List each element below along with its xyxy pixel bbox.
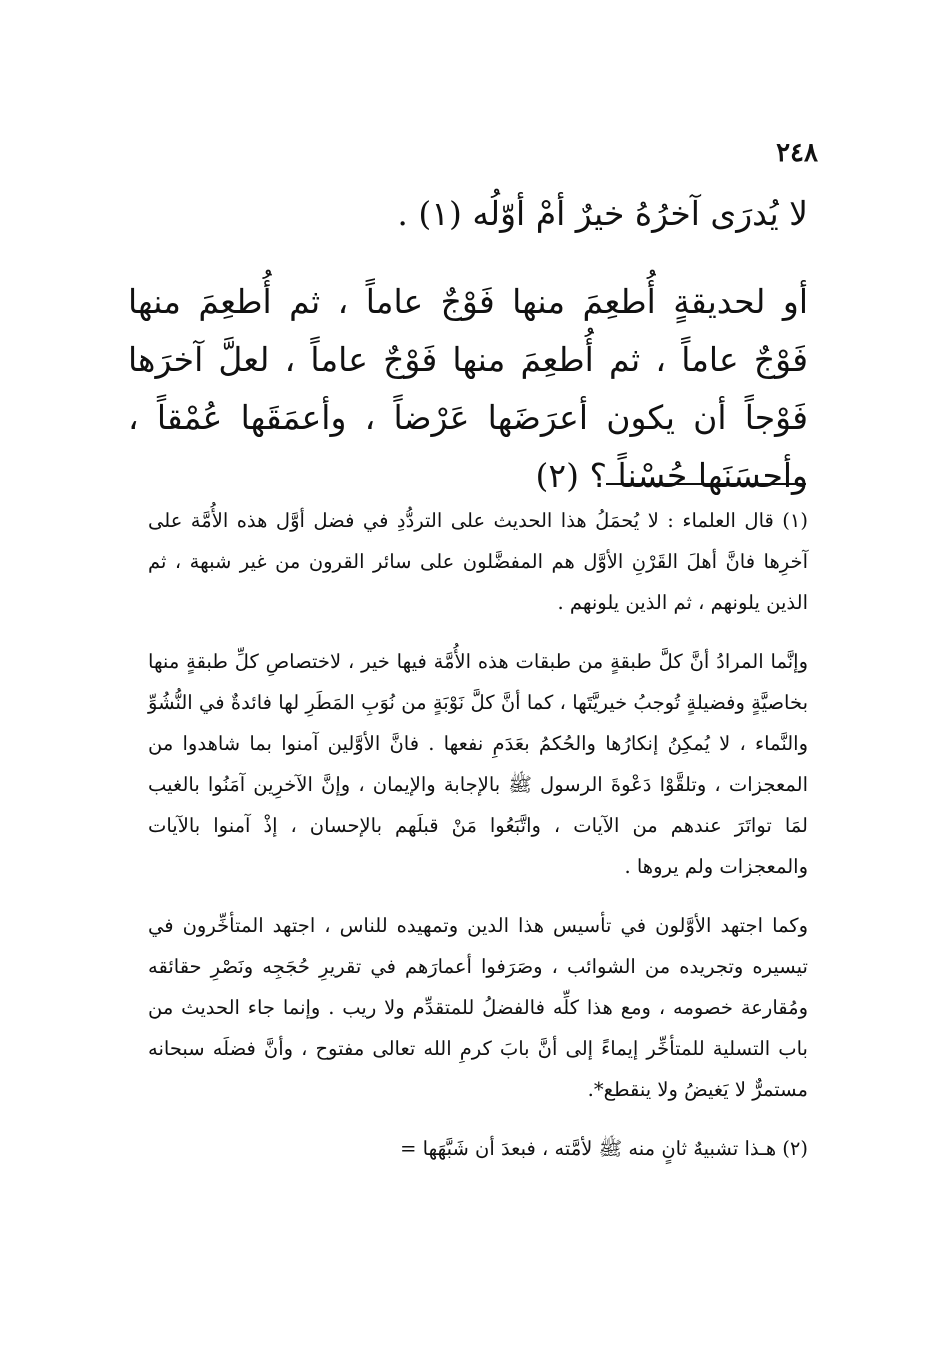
footnote-paragraph: وكما اجتهد الأوَّلون في تأسيس هذا الدين وتمهيده للناس ، اجتهد المتأخِّرون في تيسيره وتجريده من الشوائب ، وصَرَفوا أعمارَهم في تقريرِ حُجَجِه ونَصْرِ حقائقه ومُقارعة خصومه ، ومع هذا كلِّه فالفضلُ للمتقدِّم ولا ريب . وإنما جاء الحديث من باب التسلية للمتأخِّر إيماءً إلى أنَّ بابَ كرمِ الله تعالى مفتوح ، وأنَّ فضلَه سبحانه مستمرٌّ لا يَغيضُ ولا ينقطع*. xyxy=(148,914,808,1101)
main-paragraph: أو لحديقةٍ أُطعِمَ منها فَوْجٌ عاماً ، ثم أُطعِمَ منها فَوْجٌ عاماً ، ثم أُطعِمَ منها فَوْجٌ عاماً ، لعلَّ آخرَها فَوْجاً أن يكون أعرَضَها عَرْضاً ، وأعمَقَها عُمْقاً ، وأحسَنَها حُسْناً ؟ (٢) xyxy=(128,282,808,495)
main-paragraph: لا يُدرَى آخرُهُ خيرٌ أمْ أوّلُه (١) . xyxy=(397,194,808,233)
footnotes xyxy=(148,500,808,1169)
footnote-divider xyxy=(606,483,806,485)
footnote-paragraph: (٢) هـذا تشبيهٌ ثانٍ منه ﷺ لأمَّته ، فبعدَ أن شَبَّهَها = xyxy=(400,1137,808,1160)
footnote-paragraph: وإنَّما المرادُ أنَّ كلَّ طبقةٍ من طبقات هذه الأُمَّة فيها خير ، لاختصاصِ كلِّ طبقةٍ منها بخاصيَّةٍ وفضيلةٍ تُوجبُ خيريَّتَها ، كما أنَّ كلَّ نَوْبَةٍ من نُوَبِ المَطَرِ لها فائدةٌ في النُّشُوِّ والنَّماء ، لا يُمكِنُ إنكارُها والحُكمُ بعَدَمِ نفعها . فانَّ الأوَّلين آمنوا بما شاهدوا من المعجزات ، وتلقَّوْا دَعْوةَ الرسول ﷺ بالإجابة والإيمان ، وإنَّ الآخرِين آمَنُوا بالغيب لمَا تواتَرَ عندهم من الآيات ، واتَّبَعُوا مَنْ قبلَهم بالإحسان ، إذْ آمنوا بالآيات والمعجزات ولم يروها . xyxy=(148,650,808,878)
footnote-paragraph: (١) قال العلماء : لا يُحمَلُ هذا الحديث على التردُّدِ في فضل أوَّل هذه الأُمَّة على آخرِها فانَّ أهلَ القَرْنِ الأوَّل هم المفضَّلون على سائر القرون من غير شبهة ، ثم الذين يلونهم ، ثم الذين يلونهم . xyxy=(148,509,808,614)
page-number: ٢٤٨ xyxy=(776,138,818,168)
main-text xyxy=(128,185,808,505)
